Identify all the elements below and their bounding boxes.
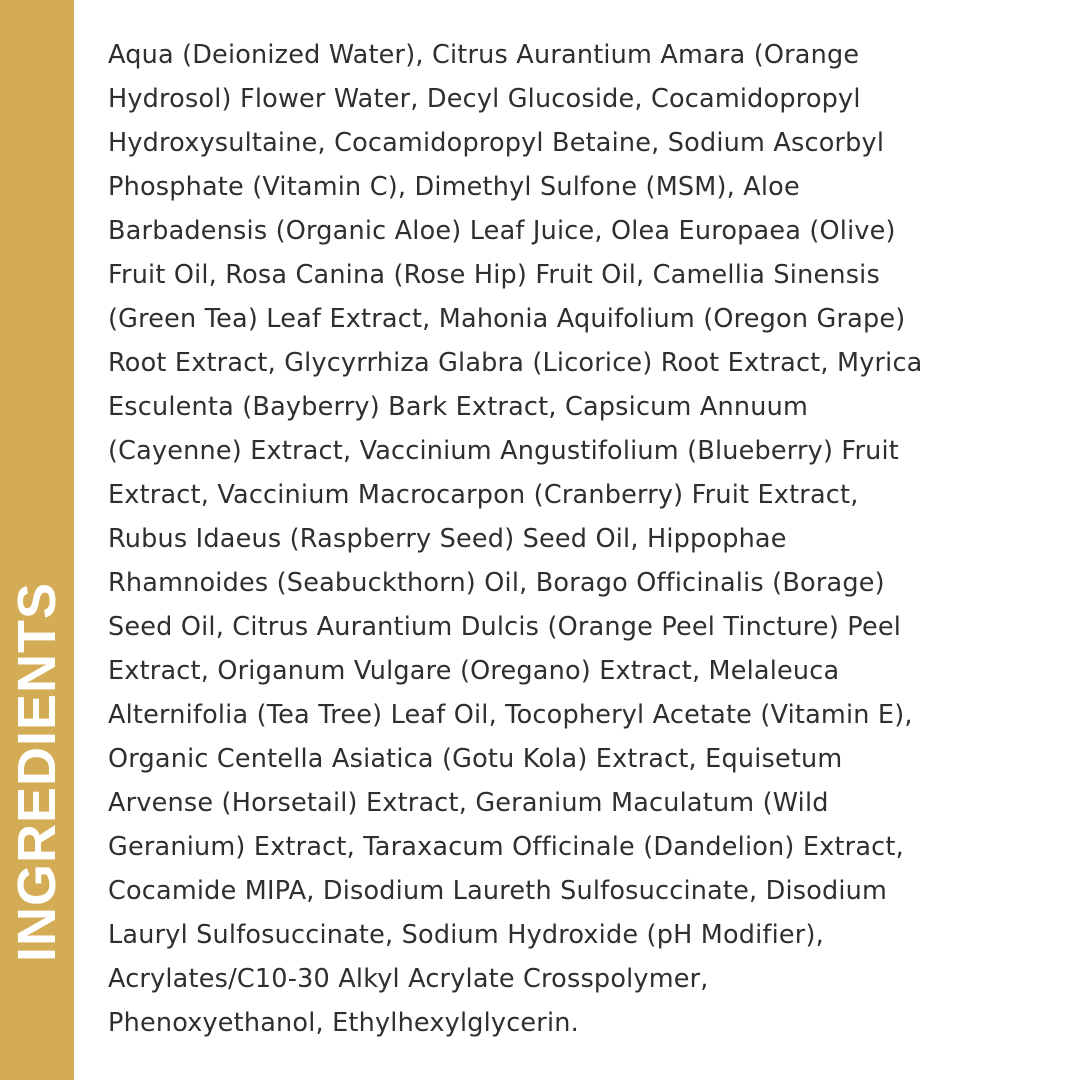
ingredients-line: Organic Centella Asiatica (Gotu Kola) Extract, Equisetum [108,744,843,774]
ingredients-line: Seed Oil, Citrus Aurantium Dulcis (Orange Peel Tincture) Peel [108,612,902,642]
ingredients-line: Extract, Origanum Vulgare (Oregano) Extract, Melaleuca [108,656,840,686]
ingredients-line: Hydrosol) Flower Water, Decyl Glucoside, Cocamidopropyl [108,84,861,114]
ingredients-line: Hydroxysultaine, Cocamidopropyl Betaine, Sodium Ascorbyl [108,128,885,158]
ingredients-line: Cocamide MIPA, Disodium Laureth Sulfosuccinate, Disodium [108,876,888,906]
ingredients-line: Phenoxyethanol, Ethylhexylglycerin. [108,1008,579,1038]
ingredients-line: (Cayenne) Extract, Vaccinium Angustifolium (Blueberry) Fruit [108,436,899,466]
ingredients-line: Extract, Vaccinium Macrocarpon (Cranberry) Fruit Extract, [108,480,859,510]
ingredients-line: Rhamnoides (Seabuckthorn) Oil, Borago Officinalis (Borage) [108,568,885,598]
ingredients-line: Lauryl Sulfosuccinate, Sodium Hydroxide (pH Modifier), [108,920,824,950]
side-band [0,0,74,1080]
ingredients-line: Acrylates/C10-30 Alkyl Acrylate Crosspolymer, [108,964,709,994]
ingredients-line: (Green Tea) Leaf Extract, Mahonia Aquifolium (Oregon Grape) [108,304,906,334]
ingredients-line: Arvense (Horsetail) Extract, Geranium Maculatum (Wild [108,788,829,818]
ingredients-line: Root Extract, Glycyrrhiza Glabra (Licorice) Root Extract, Myrica [108,348,923,378]
ingredients-line: Geranium) Extract, Taraxacum Officinale (Dandelion) Extract, [108,832,904,862]
ingredients-line: Barbadensis (Organic Aloe) Leaf Juice, Olea Europaea (Olive) [108,216,896,246]
ingredients-line: Esculenta (Bayberry) Bark Extract, Capsicum Annuum [108,392,809,422]
ingredients-line: Alternifolia (Tea Tree) Leaf Oil, Tocopheryl Acetate (Vitamin E), [108,700,913,730]
side-title: INGREDIENTS [7,581,67,963]
ingredients-line: Phosphate (Vitamin C), Dimethyl Sulfone (MSM), Aloe [108,172,800,202]
ingredients-line: Aqua (Deionized Water), Citrus Aurantium Amara (Orange [108,40,860,70]
ingredients-list [108,33,1013,1045]
ingredients-line: Fruit Oil, Rosa Canina (Rose Hip) Fruit Oil, Camellia Sinensis [108,260,880,290]
ingredients-line: Rubus Idaeus (Raspberry Seed) Seed Oil, Hippophae [108,524,787,554]
